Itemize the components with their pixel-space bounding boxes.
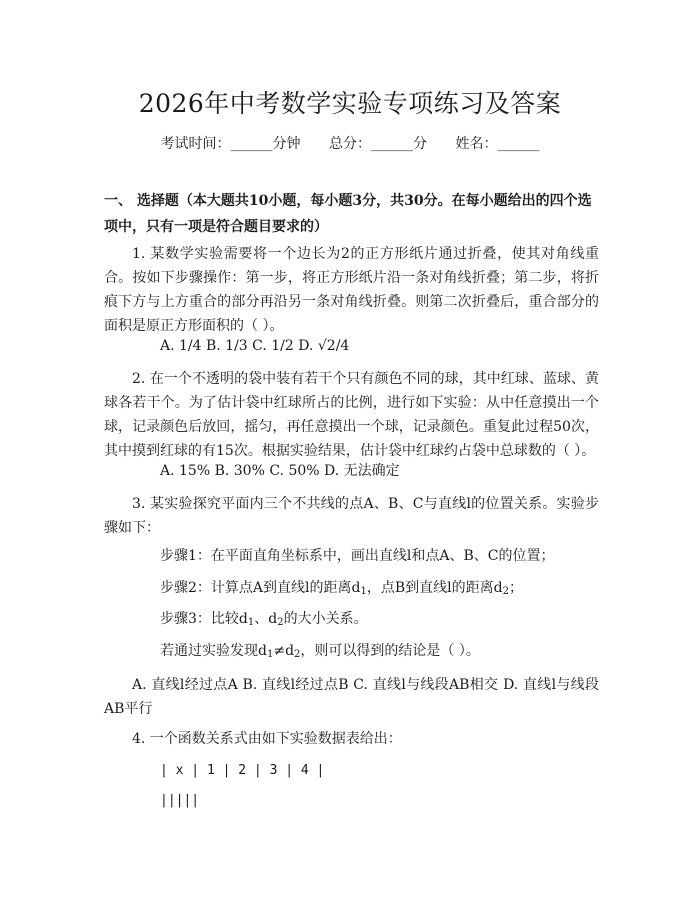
question-2-text: 2. 在一个不透明的袋中装有若干个只有颜色不同的球，其中红球、蓝球、黄球各若干个。为了估计袋中红球所占的比例，进行如下实验：从中任意摸出一个球，记录颜色后放回，摇匀，再任意摸出一个球，记录颜色。重复此过程50次，其中摸到红球的有15次。根据实验结果，估计袋中红球约占袋中总球数的（ ）。 xyxy=(104,371,599,459)
section-heading: 一、 选择题（本大题共10小题，每小题3分，共30分。在每小题给出的四个选项中，只有一项是符合题目要求的） xyxy=(104,193,592,235)
exam-time: 考试时间：______分钟 xyxy=(160,136,301,152)
exam-name: 姓名：______ xyxy=(455,136,540,152)
question-3-step-2: 步骤2：计算点A到直线l的距离$d_1$，点B到直线l的距离$d_2$； xyxy=(160,580,523,597)
question-3-step-3: 步骤3：比较$d_1$、$d_2$的大小关系。 xyxy=(160,611,368,628)
question-3-text: 3. 某实验探究平面内三个不共线的点A、B、C与直线l的位置关系。实验步骤如下： xyxy=(104,496,599,536)
question-1-options: A. 1/4 B. 1/3 C. 1/2 D. √2/4 xyxy=(160,338,350,354)
question-3-step-1: 步骤1：在平面直角坐标系中，画出直线l和点A、B、C的位置； xyxy=(160,548,555,564)
question-3-conclusion: 若通过实验发现$d_1\ne d_2$，则可以得到的结论是（ ）。 xyxy=(160,643,480,660)
data-table-row-2: ||||| xyxy=(160,793,200,808)
exam-meta xyxy=(0,133,700,153)
page-title: 2026年中考数学实验专项练习及答案 xyxy=(138,89,562,118)
question-3-options: A. 直线l经过点A B. 直线l经过点B C. 直线l与线段AB相交 D. 直线l与线段AB平行 xyxy=(104,677,599,717)
exam-score: 总分：______分 xyxy=(329,136,427,152)
data-table-row-1: | x | 1 | 2 | 3 | 4 | xyxy=(160,763,325,778)
question-1-text: 1. 某数学实验需要将一个边长为2的正方形纸片通过折叠，使其对角线重合。按如下步骤操作：第一步，将正方形纸片沿一条对角线折叠；第二步，将折痕下方与上方重合的部分再沿另一条对角线折叠。则第二次折叠后，重合部分的面积是原正方形面积的（ ）。 xyxy=(104,246,599,334)
question-2-options: A. 15% B. 30% C. 50% D. 无法确定 xyxy=(160,463,400,479)
question-4-text: 4. 一个函数关系式由如下实验数据表给出： xyxy=(132,731,402,747)
